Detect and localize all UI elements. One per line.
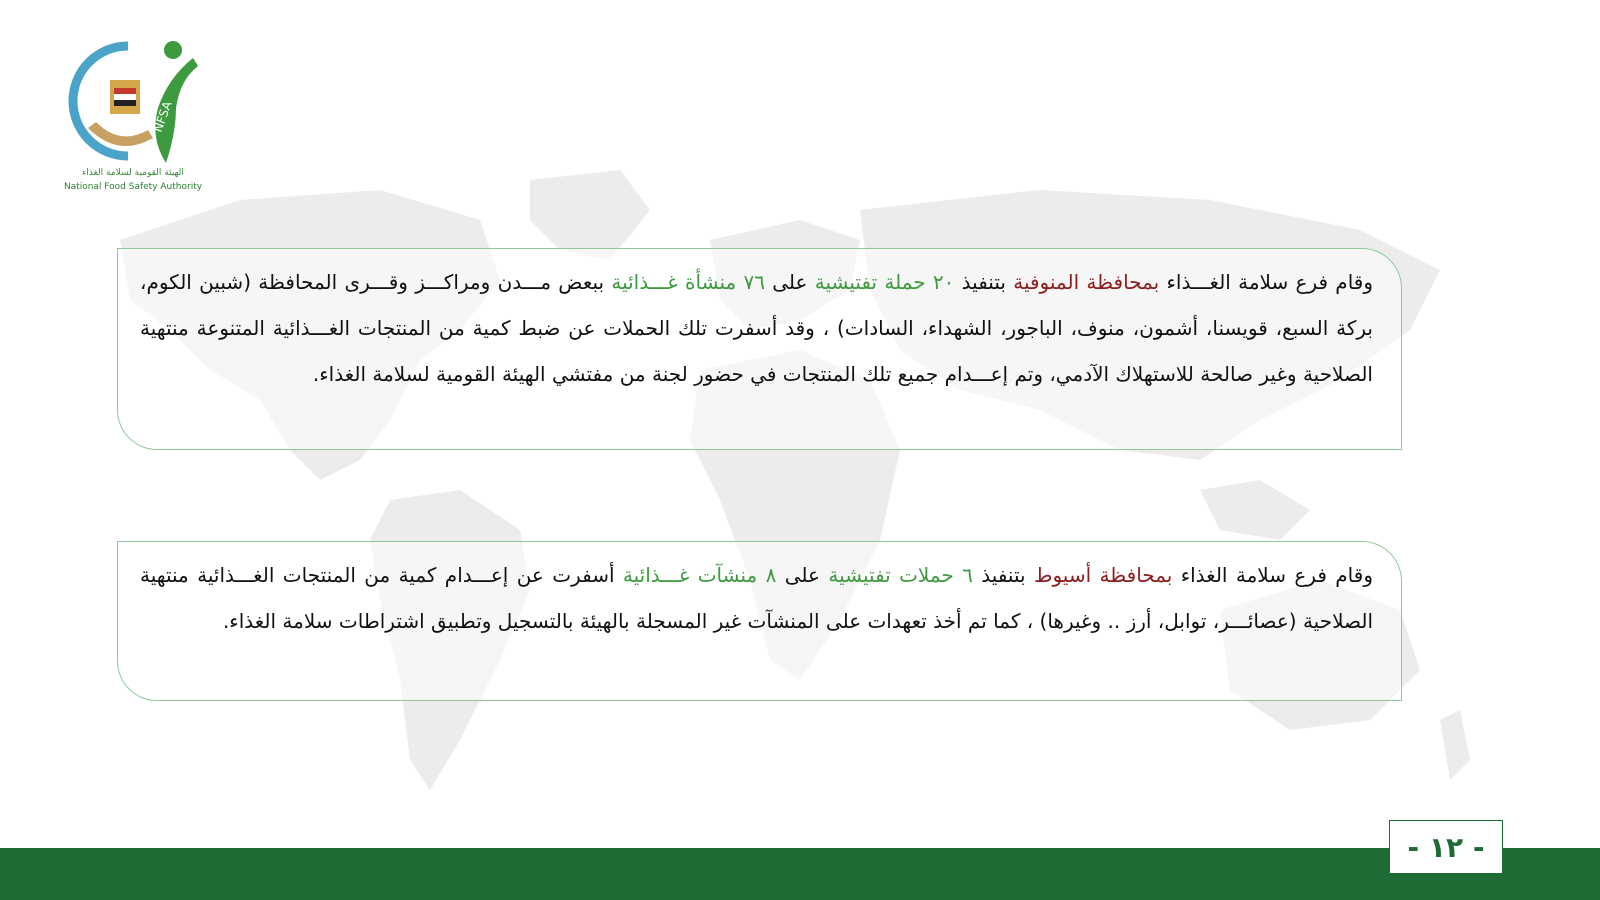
card1-text <box>140 270 1373 386</box>
nfsa-logo <box>58 38 208 198</box>
logo-caption-english: National Food Safety Authority <box>63 182 203 192</box>
card2-part: بتنفيذ <box>972 563 1034 587</box>
logo-badge-text: NFSA <box>150 99 175 135</box>
card2-governorate: بمحافظة أسيوط <box>1033 563 1173 587</box>
info-card-menoufia <box>117 248 1402 450</box>
card1-part: على <box>764 270 815 294</box>
card2-text <box>140 563 1373 633</box>
card2-campaigns: ٦ حملات تفتيشية <box>828 563 973 587</box>
card1-part: بتنفيذ <box>954 270 1014 294</box>
card1-establishments: ٧٦ منشأة غـــذائية <box>611 270 765 294</box>
card2-part: وقام فرع سلامة الغذاء <box>1172 563 1373 587</box>
info-card-assiut <box>117 541 1402 701</box>
footer-bar <box>0 848 1600 900</box>
logo-caption-arabic: الهيئة القومية لسلامة الغذاء <box>82 168 184 178</box>
card1-part: ببعض مـــدن ومراكـــز وقـــرى المحافظة (شبين الكوم، بركة السبع، قويسنا، أشمون، منوف، الباجور، الشهداء، السادات) ، وقد أسفرت تلك الحملات عن ضبط كمية من المنتجات الغـــذائية المتنوعة منتهية الصلاحية وغير صالحة للاستهلاك الآدمي، وتم إعـــدام جميع تلك المنتجات في حضور لجنة من مفتشي الهيئة القومية لسلامة الغذاء. <box>140 270 1373 386</box>
card2-part: أسفرت عن إعـــدام كمية من المنتجات الغـــذائية منتهية الصلاحية (عصائـــر، توابل، أرز .. وغيرها) ، كما تم أخذ تعهدات على المنشآت غير المسجلة بالهيئة بالتسجيل وتطبيق اشتراطات سلامة الغذاء. <box>140 563 1373 633</box>
card1-part: وقام فرع سلامة الغـــذاء <box>1159 270 1374 294</box>
card2-part: على <box>776 563 829 587</box>
card2-establishments: ٨ منشآت غـــذائية <box>622 563 777 587</box>
card1-campaigns: ٢٠ حملة تفتيشية <box>814 270 955 294</box>
nfsa-emblem-icon <box>58 38 208 168</box>
card1-governorate: بمحافظة المنوفية <box>1013 270 1160 294</box>
page-number: - ١٢ - <box>1389 820 1503 874</box>
